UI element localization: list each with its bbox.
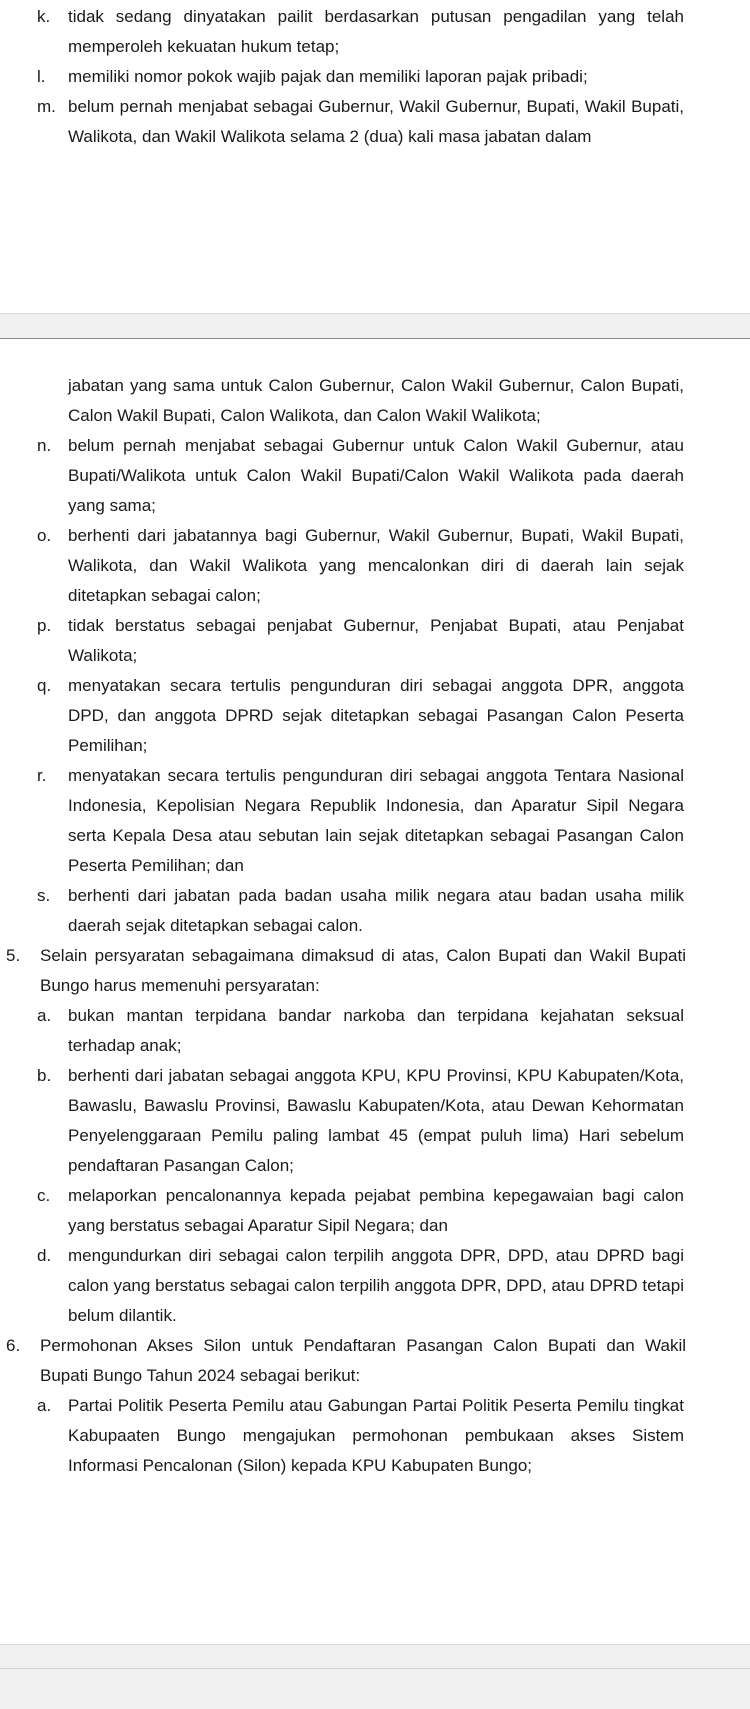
numbered-item-6 xyxy=(6,1331,686,1391)
list-item-text: mengundurkan diri sebagai calon terpilih anggota DPR, DPD, atau DPRD bagi calon yang berstatus sebagai calon terpilih anggota DPR, DPD, atau DPRD tetapi belum dilantik. xyxy=(68,1246,684,1325)
list-marker: r. xyxy=(37,766,47,785)
list-marker: d. xyxy=(37,1246,52,1265)
list-marker: p. xyxy=(37,616,52,635)
list-item-text: berhenti dari jabatannya bagi Gubernur, Wakil Gubernur, Bupati, Wakil Bupati, Walikota, dan Wakil Walikota yang mencalonkan diri di daerah lain sejak ditetapkan sebagai calon; xyxy=(68,526,684,605)
list-item-text: bukan mantan terpidana bandar narkoba dan terpidana kejahatan seksual terhadap anak; xyxy=(68,1006,684,1055)
list-marker: a. xyxy=(37,1396,52,1415)
list-item-text: tidak berstatus sebagai penjabat Gubernur, Penjabat Bupati, atau Penjabat Walikota; xyxy=(68,616,684,665)
list-marker: q. xyxy=(37,676,52,695)
list-item-5b xyxy=(37,1061,684,1181)
list-item-s xyxy=(37,881,684,941)
list-marker: o. xyxy=(37,526,52,545)
continuation-text: jabatan yang sama untuk Calon Gubernur, Calon Wakil Gubernur, Calon Bupati, Calon Wakil Bupati, Calon Walikota, dan Calon Wakil Walikota; xyxy=(68,376,684,425)
list-marker: n. xyxy=(37,436,52,455)
page-separator xyxy=(0,313,750,339)
list-item-text: Partai Politik Peserta Pemilu atau Gabungan Partai Politik Peserta Pemilu tingkat Kabupaaten Bungo mengajukan permohonan pembukaan akses Sistem Informasi Pencalonan (Silon) kepada KPU Kabupaten Bungo; xyxy=(68,1396,684,1475)
document-page-1 xyxy=(0,0,750,313)
list-item-5a xyxy=(37,1001,684,1061)
list-marker: m. xyxy=(37,97,56,116)
list-item-text: menyatakan secara tertulis pengunduran diri sebagai anggota Tentara Nasional Indonesia, Kepolisian Negara Republik Indonesia, dan Aparatur Sipil Negara serta Kepala Desa atau sebutan lain sejak ditetapkan sebagai Pasangan Calon Peserta Pemilihan; dan xyxy=(68,766,684,875)
page-divider-line-bottom xyxy=(0,1668,750,1669)
list-item-text: Permohonan Akses Silon untuk Pendaftaran Pasangan Calon Bupati dan Wakil Bupati Bungo Tahun 2024 sebagai berikut: xyxy=(40,1336,686,1385)
list-item-text: belum pernah menjabat sebagai Gubernur untuk Calon Wakil Gubernur, atau Bupati/Walikota untuk Calon Wakil Bupati/Calon Wakil Walikota pada daerah yang sama; xyxy=(68,436,684,515)
list-marker: 5. xyxy=(6,946,21,965)
list-item-text: memiliki nomor pokok wajib pajak dan memiliki laporan pajak pribadi; xyxy=(68,67,588,86)
list-marker: s. xyxy=(37,886,51,905)
numbered-item-5 xyxy=(6,941,686,1001)
list-item-m xyxy=(37,92,684,152)
list-marker: c. xyxy=(37,1186,51,1205)
list-item-n xyxy=(37,431,684,521)
list-item-text: tidak sedang dinyatakan pailit berdasarkan putusan pengadilan yang telah memperoleh kekuatan hukum tetap; xyxy=(68,7,684,56)
list-item-k xyxy=(37,2,684,62)
list-marker: 6. xyxy=(6,1336,21,1355)
list-item-text: belum pernah menjabat sebagai Gubernur, Wakil Gubernur, Bupati, Wakil Bupati, Walikota, dan Wakil Walikota selama 2 (dua) kali masa jabatan dalam xyxy=(68,97,684,146)
list-item-o xyxy=(37,521,684,611)
document-page-2 xyxy=(0,339,750,1644)
list-item-q xyxy=(37,671,684,761)
page-separator-bottom xyxy=(0,1644,750,1709)
list-item-5d xyxy=(37,1241,684,1331)
list-item-5c xyxy=(37,1181,684,1241)
list-item-r xyxy=(37,761,684,881)
list-item-l xyxy=(37,62,684,92)
list-item-text: berhenti dari jabatan pada badan usaha milik negara atau badan usaha milik daerah sejak ditetapkan sebagai calon. xyxy=(68,886,684,935)
list-marker: b. xyxy=(37,1066,52,1085)
list-marker: l. xyxy=(37,67,46,86)
list-item-6a xyxy=(37,1391,684,1481)
list-item-text: berhenti dari jabatan sebagai anggota KPU, KPU Provinsi, KPU Kabupaten/Kota, Bawaslu, Bawaslu Provinsi, Bawaslu Kabupaten/Kota, atau Dewan Kehormatan Penyelenggaraan Pemilu paling lambat 45 (empat puluh lima) Hari sebelum pendaftaran Pasangan Calon; xyxy=(68,1066,684,1175)
list-marker: k. xyxy=(37,7,51,26)
list-item-text: melaporkan pencalonannya kepada pejabat pembina kepegawaian bagi calon yang berstatus sebagai Aparatur Sipil Negara; dan xyxy=(68,1186,684,1235)
list-item-text: Selain persyaratan sebagaimana dimaksud di atas, Calon Bupati dan Wakil Bupati Bungo harus memenuhi persyaratan: xyxy=(40,946,686,995)
list-item-text: menyatakan secara tertulis pengunduran diri sebagai anggota DPR, anggota DPD, dan anggota DPRD sejak ditetapkan sebagai Pasangan Calon Peserta Pemilihan; xyxy=(68,676,684,755)
list-item-p xyxy=(37,611,684,671)
list-marker: a. xyxy=(37,1006,52,1025)
